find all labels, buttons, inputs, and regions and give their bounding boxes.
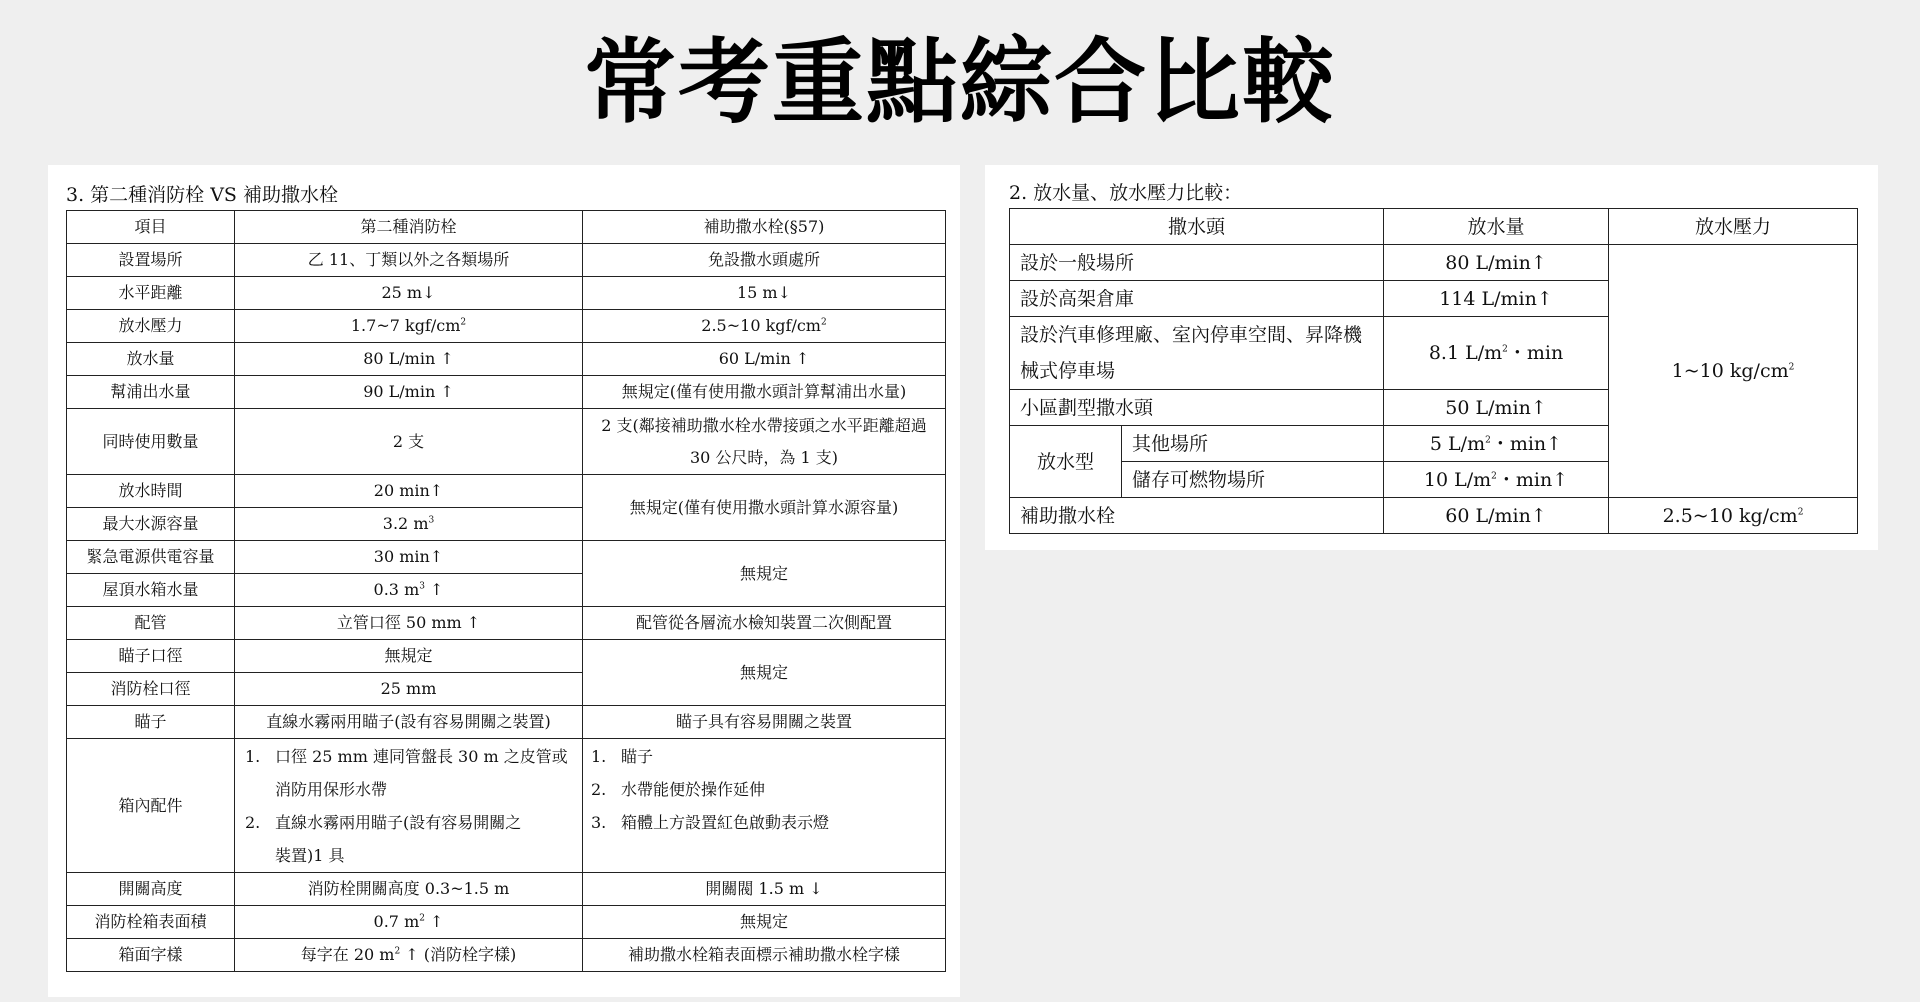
cell-value: 0.7 m <box>373 912 420 931</box>
cell-value: ・min↑ <box>1496 468 1569 491</box>
table-cell: 立管口徑 50 mm ↑ <box>235 607 583 640</box>
row-label: 小區劃型撒水頭 <box>1010 390 1384 426</box>
table-header-row <box>67 211 946 244</box>
list-item <box>245 806 574 839</box>
list-text: 水帶能便於操作延伸 <box>621 780 766 799</box>
table-cell: 乙 11、丁類以外之各類場所 <box>235 244 583 277</box>
row-label: 其他場所 <box>1122 426 1384 462</box>
row-label: 放水壓力 <box>67 310 235 343</box>
table-row <box>67 640 946 673</box>
table-cell <box>235 508 583 541</box>
cell-value: 2.5~10 kgf/cm <box>701 316 821 335</box>
row-label: 儲存可燃物場所 <box>1122 462 1384 498</box>
cell-value: 每字在 20 m <box>300 945 395 964</box>
table-cell <box>1609 245 1858 498</box>
row-label: 放水時間 <box>67 475 235 508</box>
cell-value: 1~10 kg/cm <box>1671 360 1789 382</box>
list-number: 3. <box>591 813 607 832</box>
table-row <box>67 906 946 939</box>
row-label: 同時使用數量 <box>67 409 235 475</box>
list-text: 消防用保形水帶 <box>275 779 388 799</box>
left-comparison-panel <box>48 165 960 997</box>
table-row <box>1010 498 1858 534</box>
table-cell <box>235 310 583 343</box>
header-cell: 放水壓力 <box>1609 209 1858 245</box>
superscript: 3 <box>428 515 435 526</box>
row-label: 水平距離 <box>67 277 235 310</box>
cell-value: 2.5~10 kg/cm <box>1662 504 1798 527</box>
table-row <box>67 541 946 574</box>
row-label: 幫浦出水量 <box>67 376 235 409</box>
table-cell: 60 L/min ↑ <box>583 343 946 376</box>
superscript: 2 <box>820 317 827 328</box>
table-row <box>67 739 946 873</box>
cell-value: 5 L/m <box>1429 432 1486 455</box>
table-cell <box>235 574 583 607</box>
table-row <box>67 244 946 277</box>
table-cell: 直線水霧兩用瞄子(設有容易開關之裝置) <box>235 706 583 739</box>
list-number: 1. <box>591 747 607 766</box>
row-label: 設於一般場所 <box>1010 245 1384 281</box>
cell-value: 1.7~7 kgf/cm <box>350 316 461 335</box>
list-text: 直線水霧兩用瞄子(設有容易開關之 <box>275 812 522 832</box>
row-label: 設置場所 <box>67 244 235 277</box>
table-row <box>67 706 946 739</box>
superscript: 2 <box>419 913 425 924</box>
row-label: 補助撒水栓 <box>1010 498 1384 534</box>
row-label: 設於汽車修理廠、室內停車空間、昇降機械式停車場 <box>1010 317 1384 390</box>
table-cell <box>235 906 583 939</box>
box-accessories-list <box>591 740 937 839</box>
table-row <box>67 873 946 906</box>
row-label: 屋頂水箱水量 <box>67 574 235 607</box>
table-cell: 無規定(僅有使用撒水頭計算水源容量) <box>583 475 946 541</box>
cell-value: ↑ <box>424 580 444 599</box>
right-comparison-panel <box>985 165 1878 550</box>
row-label: 箱面字樣 <box>67 939 235 972</box>
list-item <box>245 740 574 773</box>
superscript: 2 <box>1502 344 1508 355</box>
header-cell: 第二種消防栓 <box>235 211 583 244</box>
table-cell <box>235 739 583 873</box>
cell-value: ・min <box>1507 342 1564 364</box>
table-cell: 無規定 <box>235 640 583 673</box>
superscript: 3 <box>419 581 425 592</box>
hydrant-vs-aux-sprinkler-table <box>66 210 946 972</box>
table-cell: 開關閥 1.5 m ↓ <box>583 873 946 906</box>
row-label: 設於高架倉庫 <box>1010 281 1384 317</box>
table-cell: 15 m↓ <box>583 277 946 310</box>
row-label: 消防栓箱表面積 <box>67 906 235 939</box>
table-cell: 2 支(鄰接補助撒水栓水帶接頭之水平距離超過 30 公尺時，為 1 支) <box>583 409 946 475</box>
row-label: 瞄子口徑 <box>67 640 235 673</box>
box-accessories-list <box>245 740 574 872</box>
row-label: 配管 <box>67 607 235 640</box>
table-cell: 配管從各層流水檢知裝置二次側配置 <box>583 607 946 640</box>
cell-value: 0.3 m <box>373 580 420 599</box>
row-label: 箱內配件 <box>67 739 235 873</box>
table-row <box>67 310 946 343</box>
list-item <box>591 773 937 806</box>
list-item <box>245 773 574 806</box>
table-cell <box>1609 498 1858 534</box>
table-cell: 無規定 <box>583 640 946 706</box>
left-heading: 3. 第二種消防栓 VS 補助撒水栓 <box>66 184 338 206</box>
table-row <box>67 277 946 310</box>
table-cell: 無規定(僅有使用撒水頭計算幫浦出水量) <box>583 376 946 409</box>
table-row <box>67 376 946 409</box>
list-item <box>591 806 937 839</box>
table-cell <box>583 310 946 343</box>
table-cell: 114 L/min↑ <box>1384 281 1609 317</box>
cell-value: 8.1 L/m <box>1428 342 1503 364</box>
table-cell: 80 L/min ↑ <box>235 343 583 376</box>
table-cell <box>1384 426 1609 462</box>
table-cell: 免設撒水頭處所 <box>583 244 946 277</box>
page-title: 常考重點綜合比較 <box>583 29 1336 136</box>
table-cell: 2 支 <box>235 409 583 475</box>
table-row <box>67 475 946 508</box>
superscript: 2 <box>460 317 467 328</box>
list-number: 2. <box>245 812 261 832</box>
superscript: 2 <box>1788 362 1795 373</box>
table-row <box>67 607 946 640</box>
superscript: 2 <box>1797 507 1804 518</box>
row-label: 放水型 <box>1010 426 1122 498</box>
cell-value: 3.2 m <box>382 514 429 533</box>
table-row <box>67 343 946 376</box>
table-cell <box>235 939 583 972</box>
list-text: 裝置)1 具 <box>275 845 345 865</box>
row-label: 消防栓口徑 <box>67 673 235 706</box>
right-heading: 2. 放水量、放水壓力比較： <box>1009 182 1243 204</box>
table-cell: 無規定 <box>583 906 946 939</box>
list-text: 箱體上方設置紅色啟動表示燈 <box>621 813 830 832</box>
list-text: 口徑 25 mm 連同管盤長 30 m 之皮管或 <box>275 746 568 766</box>
list-text: 瞄子 <box>621 747 654 766</box>
table-cell: 瞄子具有容易開關之裝置 <box>583 706 946 739</box>
superscript: 2 <box>1491 471 1497 482</box>
header-cell: 撒水頭 <box>1010 209 1384 245</box>
list-number: 1. <box>245 746 261 766</box>
table-cell: 20 min↑ <box>235 475 583 508</box>
table-cell: 補助撒水栓箱表面標示補助撒水栓字樣 <box>583 939 946 972</box>
row-label: 開關高度 <box>67 873 235 906</box>
table-cell <box>1384 462 1609 498</box>
table-cell: 30 min↑ <box>235 541 583 574</box>
cell-value: ・min↑ <box>1490 432 1563 455</box>
row-label: 緊急電源供電容量 <box>67 541 235 574</box>
table-cell: 90 L/min ↑ <box>235 376 583 409</box>
row-label: 最大水源容量 <box>67 508 235 541</box>
superscript: 2 <box>1485 435 1491 446</box>
table-row <box>67 409 946 475</box>
table-header-row <box>1010 209 1858 245</box>
header-cell: 項目 <box>67 211 235 244</box>
superscript: 2 <box>394 946 401 957</box>
table-cell <box>583 739 946 873</box>
table-cell: 25 m↓ <box>235 277 583 310</box>
cell-value: ↑ <box>424 912 444 931</box>
table-cell: 25 mm <box>235 673 583 706</box>
table-cell <box>1384 317 1609 390</box>
table-cell: 60 L/min↑ <box>1384 498 1609 534</box>
table-cell: 80 L/min↑ <box>1384 245 1609 281</box>
list-number: 2. <box>591 780 607 799</box>
row-label: 放水量 <box>67 343 235 376</box>
sprinkler-flow-pressure-table <box>1009 208 1858 534</box>
table-cell: 50 L/min↑ <box>1384 390 1609 426</box>
cell-value: ↑ (消防栓字樣) <box>400 945 517 964</box>
header-cell: 補助撒水栓(§57) <box>583 211 946 244</box>
cell-value: 10 L/m <box>1423 468 1492 491</box>
table-cell: 無規定 <box>583 541 946 607</box>
header-cell: 放水量 <box>1384 209 1609 245</box>
table-row <box>67 939 946 972</box>
row-label: 瞄子 <box>67 706 235 739</box>
list-item <box>245 839 574 872</box>
table-row <box>1010 245 1858 281</box>
table-cell: 消防栓開關高度 0.3~1.5 m <box>235 873 583 906</box>
list-item <box>591 740 937 773</box>
